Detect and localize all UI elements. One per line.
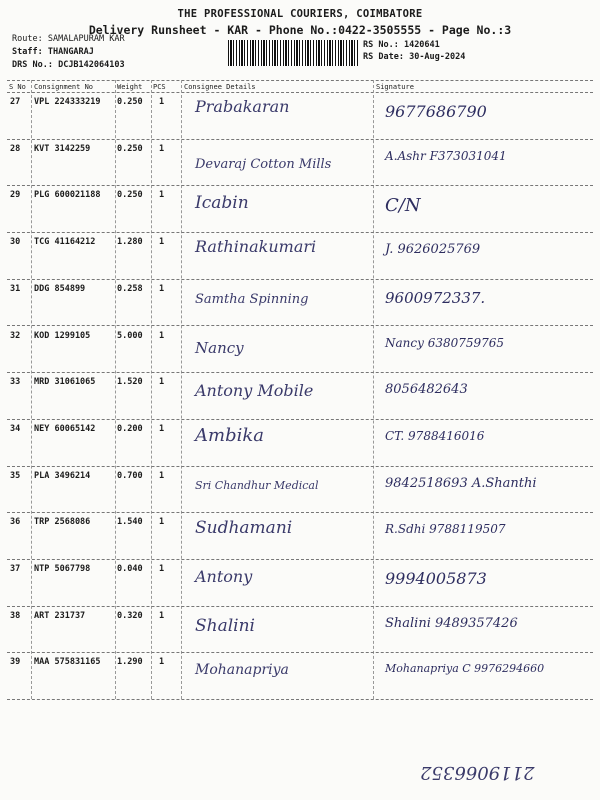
table-row [7,232,593,279]
drs-label: DRS No.: [12,60,53,70]
row-signature: R.Sdhi 9788119507 [385,522,506,537]
table-row [7,466,593,513]
row-weight: 1.290 [117,657,143,668]
row-signature: CT. 9788416016 [385,428,485,443]
row-pcs: 1 [159,517,165,528]
row-signature: 9842518693 A.Shanthi [385,475,537,491]
row-signature: 8056482643 [385,382,468,398]
row-pcs: 1 [159,423,165,434]
row-consignment-no: PLG 600021188 [34,190,101,201]
row-divider [7,699,593,700]
row-sno: 36 [10,517,21,528]
row-signature: J. 9626025769 [385,242,481,258]
col-header-consignee: Consignee Details [184,83,256,91]
row-consignee: Ambika [195,424,264,446]
rs-no-label: RS No.: [363,40,399,50]
row-weight: 1.520 [117,377,143,388]
row-weight: 0.200 [117,423,143,434]
row-consignee: Sri Chandhur Medical [195,478,319,492]
row-pcs: 1 [159,283,165,294]
rs-date-value: 30-Aug-2024 [409,52,466,62]
runsheet-title: THE PROFESSIONAL COURIERS, COIMBATORE [177,8,423,20]
rs-no-info [363,40,440,50]
row-consignee: Samtha Spinning [195,291,309,307]
table-row [7,279,593,326]
table-row [7,559,593,606]
row-pcs: 1 [159,470,165,481]
row-weight: 1.280 [117,237,143,248]
row-consignment-no: VPL 224333219 [34,97,101,107]
row-consignment-no: TRP 2568086 [34,517,91,528]
row-sno: 33 [10,377,21,388]
row-pcs: 1 [159,610,165,621]
row-sno: 31 [10,283,21,294]
rs-date-label: RS Date: [363,52,404,62]
row-weight: 0.258 [117,283,143,294]
row-weight: 0.250 [117,97,143,107]
handwritten-number: 2119066352 [420,762,535,783]
route-label: Route: [12,34,43,44]
row-consignment-no: TCG 41164212 [34,237,96,248]
runsheet-table [7,80,593,699]
row-consignee: Nancy [195,338,244,357]
route-info [12,34,125,44]
row-weight: 0.700 [117,470,143,481]
staff-info [12,47,94,57]
row-signature: Shalini 9489357426 [385,615,518,631]
row-sno: 29 [10,190,21,201]
row-signature: 9994005873 [385,569,487,588]
staff-value: THANGARAJ [47,47,94,57]
col-header-signature: Signature [376,83,414,91]
row-weight: 0.250 [117,143,143,154]
row-signature: Nancy 6380759765 [385,335,505,350]
row-sno: 39 [10,657,21,668]
row-consignee: Rathinakumari [195,237,317,257]
table-row [7,92,593,139]
row-pcs: 1 [159,657,165,668]
row-pcs: 1 [159,143,165,154]
row-sno: 28 [10,143,21,154]
row-weight: 0.250 [117,190,143,201]
row-pcs: 1 [159,330,165,341]
row-consignment-no: MAA 575831165 [34,657,101,668]
row-sno: 27 [10,97,21,107]
table-row [7,372,593,419]
table-row [7,185,593,232]
row-pcs: 1 [159,564,165,574]
table-row [7,606,593,653]
col-header-pcs: PCS [153,83,166,91]
row-signature: 9677686790 [385,102,487,121]
row-consignment-no: NEY 60065142 [34,423,96,434]
row-sno: 34 [10,423,21,434]
row-pcs: 1 [159,377,165,388]
drs-value: DCJB142064103 [58,60,125,70]
barcode [228,40,358,66]
row-signature: C/N [385,195,421,217]
table-row [7,512,593,559]
row-weight: 1.540 [117,517,143,528]
route-value: SAMALAPURAM KAR [47,34,125,44]
row-consignment-no: ART 231737 [34,610,86,621]
col-header-sno: S No [9,83,26,91]
row-sno: 32 [10,330,21,341]
row-consignee: Devaraj Cotton Mills [195,156,332,172]
row-consignee: Prabakaran [195,97,290,116]
row-pcs: 1 [159,237,165,248]
col-header-consignment: Consignment No [34,83,94,91]
row-consignment-no: MRD 31061065 [34,377,96,388]
row-sno: 30 [10,237,21,248]
row-weight: 0.320 [117,610,143,621]
table-row [7,139,593,186]
row-consignment-no: KVT 3142259 [34,143,91,154]
table-top-border [7,80,593,81]
row-consignment-no: PLA 3496214 [34,470,91,481]
runsheet-subtitle: Delivery Runsheet - KAR - Phone No.:0422-3505555 - Page No.:3 [88,23,512,37]
row-signature: 9600972337. [385,288,486,307]
drs-info [12,60,125,70]
table-row [7,652,593,699]
row-pcs: 1 [159,190,165,201]
row-sno: 38 [10,610,21,621]
staff-label: Staff: [12,47,43,57]
row-consignee: Sudhamani [195,518,293,539]
row-pcs: 1 [159,97,165,107]
col-header-weight: Weight [117,83,143,91]
row-consignee: Antony [195,567,253,586]
row-weight: 0.040 [117,564,143,574]
rs-date-info [363,52,465,62]
table-row [7,419,593,466]
table-row [7,326,593,373]
row-sno: 35 [10,470,21,481]
rs-no-value: 1420641 [403,40,440,50]
row-sno: 37 [10,564,21,574]
row-consignee: Icabin [195,193,249,214]
row-consignment-no: NTP 5067798 [34,564,91,574]
row-consignment-no: DDG 854899 [34,283,86,294]
row-consignee: Shalini [195,615,255,636]
row-consignment-no: KOD 1299105 [34,330,91,341]
row-signature: Mohanapriya C 9976294660 [385,662,545,676]
row-weight: 5.000 [117,330,143,341]
row-consignee: Antony Mobile [195,381,314,401]
row-consignee: Mohanapriya [195,662,289,679]
row-signature: A.Ashr F373031041 [385,148,507,163]
